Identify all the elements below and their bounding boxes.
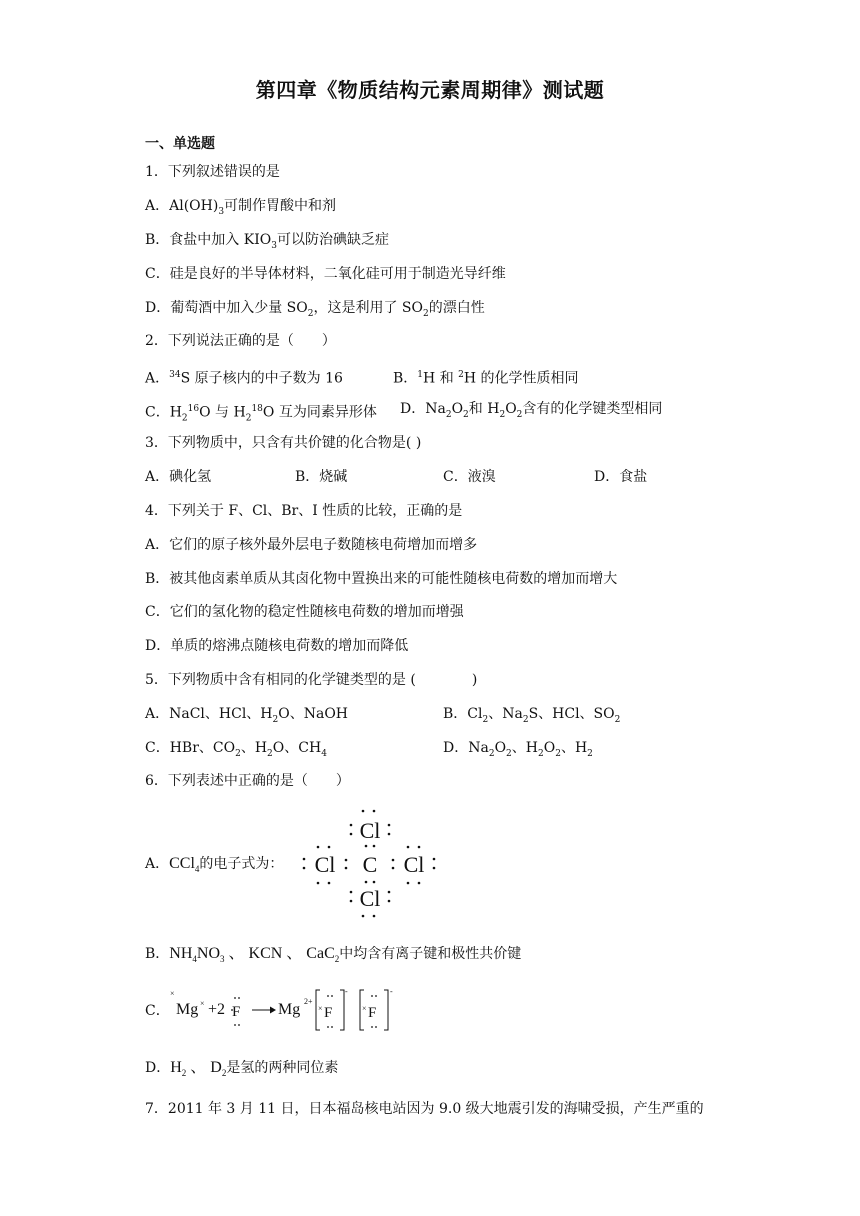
svg-text:F: F bbox=[324, 1005, 333, 1021]
question-7-stem: 7．2011 年 3 月 11 日，日本福岛核电站因为 9.0 级大地震引发的海啸受损，产生严重的 bbox=[145, 1101, 704, 1117]
question-4-option-d[interactable]: D．单质的熔沸点随核电荷数的增加而降低 bbox=[145, 638, 409, 654]
question-6-option-a[interactable]: A．CCl$_4$的电子式为： bbox=[145, 855, 284, 875]
mgf2-formation-equation bbox=[168, 984, 408, 1036]
question-6-stem: 6．下列表述中正确的是（ ） bbox=[145, 773, 350, 789]
question-5-option-b[interactable]: B．$Cl_2$、$Na_2S$、HCl、$SO_2$ bbox=[443, 706, 621, 725]
ccl4-lewis-structure bbox=[298, 802, 443, 924]
svg-text:×: × bbox=[200, 999, 205, 1008]
question-6-option-d[interactable]: D．$H_2$ 、 $D_2$是氢的两种同位素 bbox=[145, 1059, 339, 1079]
svg-text:×: × bbox=[318, 1004, 323, 1013]
question-1-option-d[interactable]: D．葡萄酒中加入少量 $SO_2$，这是利用了 $SO_2$的漂白性 bbox=[145, 300, 485, 319]
question-3-option-a[interactable]: A．碘化氢 bbox=[145, 469, 212, 485]
question-1-option-a[interactable]: A．$Al(OH)_3$可制作胃酸中和剂 bbox=[145, 198, 337, 217]
svg-text:F: F bbox=[368, 1005, 377, 1021]
question-4-stem: 4．下列关于 F、Cl、Br、I 性质的比较，正确的是 bbox=[145, 503, 463, 519]
question-2-option-b[interactable]: B．$^1$H 和 $^2$H 的化学性质相同 bbox=[393, 370, 579, 387]
question-4-option-c[interactable]: C．它们的氢化物的稳定性随核电荷数的增加而增强 bbox=[145, 604, 464, 620]
lewis-cl-right: Cl bbox=[403, 852, 425, 877]
svg-text:Mg: Mg bbox=[176, 1001, 199, 1018]
lewis-cl-bottom: Cl bbox=[359, 886, 381, 911]
question-6-option-b[interactable]: B．$NH_4NO_3$ 、 KCN 、 CaC$_2$中均含有离子键和极性共价键 bbox=[145, 945, 522, 965]
lewis-cl-top: Cl bbox=[359, 818, 381, 843]
question-5-stem: 5．下列物质中含有相同的化学键类型的是 ( ) bbox=[145, 672, 478, 688]
question-3-option-c[interactable]: C．液溴 bbox=[443, 469, 496, 485]
lewis-c-center: C bbox=[362, 852, 378, 877]
question-2-option-a[interactable]: A．$^{34}$S 原子核内的中子数为 16 bbox=[145, 370, 343, 387]
svg-text:Mg: Mg bbox=[278, 1001, 301, 1018]
svg-text:2+: 2+ bbox=[304, 997, 313, 1006]
page-title: 第四章《物质结构元素周期律》测试题 bbox=[255, 78, 605, 102]
section-heading: 一、单选题 bbox=[145, 136, 215, 152]
svg-text:-: - bbox=[345, 987, 348, 996]
svg-text:-: - bbox=[390, 987, 393, 996]
question-3-option-b[interactable]: B．烧碱 bbox=[295, 469, 348, 485]
question-5-option-c[interactable]: C．HBr、$CO_2$、$H_2O$、$CH_4$ bbox=[145, 740, 327, 759]
svg-text:×: × bbox=[170, 989, 175, 998]
question-6-option-c[interactable]: C． bbox=[145, 1003, 170, 1019]
question-2-option-c[interactable]: C．$H_2^{16}O$ 与 $H_2^{18}O$ 互为同素异形体 bbox=[145, 404, 377, 424]
question-5-option-a[interactable]: A．NaCl、HCl、$H_2O$、NaOH bbox=[145, 706, 349, 725]
svg-text:×: × bbox=[362, 1004, 367, 1013]
question-2-option-d[interactable]: D．$Na_2O_2$和 $H_2O_2$含有的化学键类型相同 bbox=[400, 401, 663, 420]
svg-text:+2: +2 bbox=[208, 1001, 226, 1018]
question-1-option-b[interactable]: B．食盐中加入 $KIO_3$可以防治碘缺乏症 bbox=[145, 232, 389, 251]
question-5-option-d[interactable]: D．$Na_2O_2$、$H_2O_2$、$H_2$ bbox=[443, 740, 593, 759]
question-3-stem: 3．下列物质中，只含有共价键的化合物是( ) bbox=[145, 435, 422, 451]
question-3-option-d[interactable]: D．食盐 bbox=[594, 469, 648, 485]
question-4-option-b[interactable]: B．被其他卤素单质从其卤化物中置换出来的可能性随核电荷数的增加而增大 bbox=[145, 571, 618, 587]
question-1-stem: 1．下列叙述错误的是 bbox=[145, 164, 280, 180]
svg-text:F: F bbox=[232, 1004, 241, 1020]
lewis-cl-left: Cl bbox=[314, 852, 336, 877]
question-4-option-a[interactable]: A．它们的原子核外最外层电子数随核电荷增加而增多 bbox=[145, 537, 478, 553]
question-1-option-c[interactable]: C．硅是良好的半导体材料，二氧化硅可用于制造光导纤维 bbox=[145, 266, 506, 282]
question-2-stem: 2．下列说法正确的是（ ） bbox=[145, 333, 336, 349]
